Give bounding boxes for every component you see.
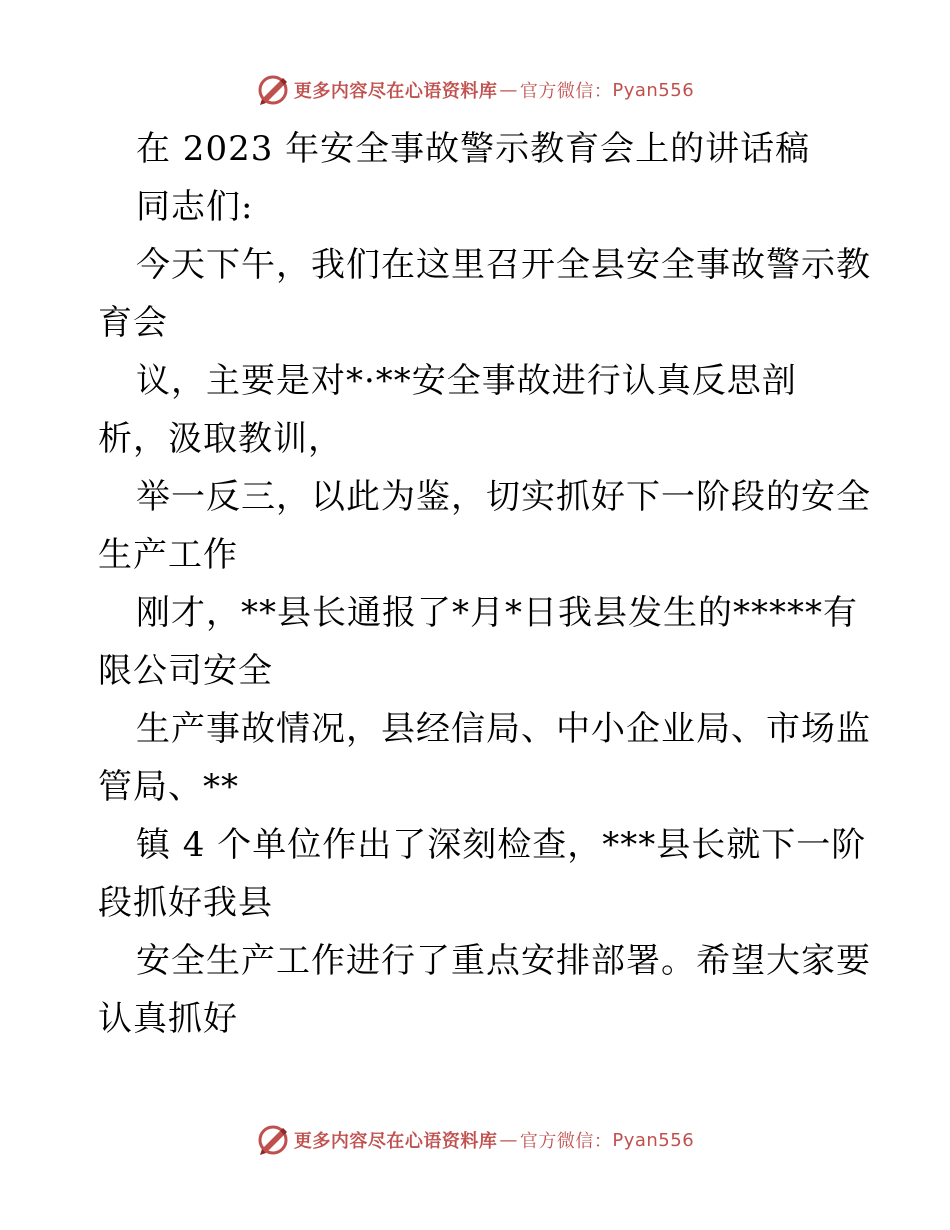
paragraph-line: 段抓好我县 — [98, 883, 273, 923]
paragraph-line: 生产事故情况，县经信局、中小企业局、市场监 — [136, 709, 871, 749]
watermark-separator: — — [499, 1129, 518, 1151]
document-body — [98, 120, 871, 1048]
watermark-wechat-label: 官方微信： — [519, 81, 613, 102]
document-title: 在 2023 年安全事故警示教育会上的讲话稿 — [136, 129, 811, 169]
paragraph-line: 安全生产工作进行了重点安排部署。希望大家要 — [136, 941, 871, 981]
footer-watermark — [0, 1120, 950, 1160]
paragraph-line: 管局、** — [98, 767, 239, 807]
paragraph-line: 议，主要是对*·**安全事故进行认真反思剖 — [136, 361, 797, 401]
paragraph-line: 同志们: — [136, 187, 254, 227]
watermark-wechat-id: Pyan556 — [612, 79, 695, 101]
header-watermark — [0, 70, 950, 110]
watermark-text: 更多内容尽在心语资料库 — [293, 81, 498, 102]
paragraph-line: 刚才，**县长通报了*月*日我县发生的*****有 — [136, 593, 858, 633]
watermark-text: 更多内容尽在心语资料库 — [293, 1131, 498, 1152]
paragraph-line: 举一反三，以此为鉴，切实抓好下一阶段的安全 — [136, 477, 871, 517]
paragraph-line: 育会 — [98, 303, 168, 343]
watermark-wechat-id: Pyan556 — [612, 1129, 695, 1151]
pen-seal-logo-icon — [256, 1123, 290, 1157]
paragraph-line: 今天下午，我们在这里召开全县安全事故警示教 — [136, 245, 871, 285]
paragraph-line: 镇 4 个单位作出了深刻检查，***县长就下一阶 — [136, 825, 867, 865]
paragraph-line: 生产工作 — [98, 535, 238, 575]
watermark-separator: — — [499, 79, 518, 101]
paragraph-line: 限公司安全 — [98, 651, 273, 691]
pen-seal-logo-icon — [256, 73, 290, 107]
watermark-wechat-label: 官方微信： — [519, 1131, 613, 1152]
paragraph-line: 析，汲取教训， — [98, 419, 343, 459]
paragraph-line: 认真抓好 — [98, 999, 238, 1039]
